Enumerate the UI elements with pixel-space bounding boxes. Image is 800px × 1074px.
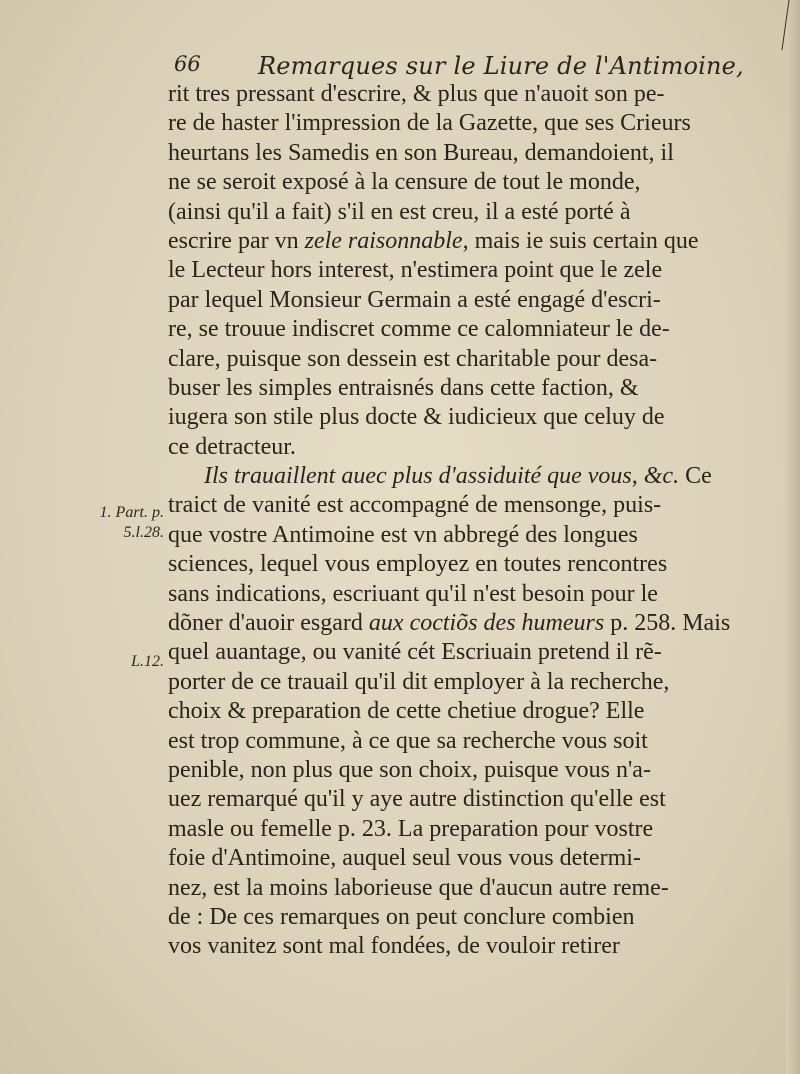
text-line	[168, 286, 768, 315]
text-run: uez remarqué qu'il y aye autre distinction qu'elle est	[168, 786, 666, 813]
text-run: clare, puisque son dessein est charitable pour desa-	[168, 345, 658, 372]
text-run: ne se seroit exposé à la censure de tout le monde,	[168, 169, 641, 196]
margin-note: 5.l.28.	[123, 524, 164, 541]
page-number: 66	[174, 52, 201, 76]
text-run: re de haster l'impression de la Gazette, que ses Crieurs	[168, 110, 691, 137]
text-run: ce detracteur.	[168, 433, 296, 460]
text-run: dõner d'auoir esgard	[168, 610, 369, 637]
text-line	[168, 580, 768, 609]
text-line	[168, 168, 768, 197]
text-line	[168, 785, 768, 814]
text-run: buser les simples entraisnés dans cette faction, &	[168, 374, 639, 401]
text-line	[168, 227, 768, 256]
italic-run: Ils trauaillent auec plus d'assiduité que vous, &c.	[204, 463, 680, 490]
text-run: , mais ie suis certain que	[462, 227, 699, 254]
text-run: porter de ce trauail qu'il dit employer à la recherche,	[168, 668, 670, 695]
text-run: choix & preparation de cette chetiue drogue? Elle	[168, 698, 645, 725]
text-line	[168, 727, 768, 756]
margin-note: L.12.	[131, 653, 164, 670]
text-line	[168, 697, 768, 726]
text-run: heurtans les Samedis en son Bureau, demandoient, il	[168, 139, 674, 166]
text-run: foie d'Antimoine, auquel seul vous vous determi-	[168, 845, 641, 872]
text-line	[168, 345, 768, 374]
text-run: quel auantage, ou vanité cét Escriuain pretend il rẽ-	[168, 639, 662, 666]
text-run: sciences, lequel vous employez en toutes rencontres	[168, 551, 668, 578]
text-line	[168, 374, 768, 403]
text-run: masle ou femelle p. 23. La preparation pour vostre	[168, 815, 654, 842]
text-run: de : De ces remarques on peut conclure combien	[168, 903, 635, 930]
text-run: (ainsi qu'il a fait) s'il en est creu, il a esté porté à	[168, 198, 631, 225]
text-line	[168, 403, 768, 432]
text-line	[168, 844, 768, 873]
text-line	[168, 315, 768, 344]
text-line	[168, 638, 768, 667]
text-line	[168, 462, 768, 491]
text-run: traict de vanité est accompagné de mensonge, puis-	[168, 492, 662, 519]
text-line	[168, 491, 768, 520]
running-head-title: Remarques sur le Liure de l'Antimoine,	[258, 52, 744, 80]
text-run: vos vanitez sont mal fondées, de vouloir retirer	[168, 933, 620, 960]
text-run: Ce	[679, 463, 712, 490]
text-run: que vostre Antimoine est vn abbregé des longues	[168, 521, 638, 548]
text-run: par lequel Monsieur Germain a esté engagé d'escri-	[168, 286, 661, 313]
text-line	[168, 668, 768, 697]
text-line	[168, 109, 768, 138]
running-head	[170, 48, 744, 82]
text-line	[168, 756, 768, 785]
text-run: rit tres pressant d'escrire, & plus que n'auoit son pe-	[168, 81, 665, 107]
text-run: p. 258. Mais	[604, 610, 731, 637]
text-run: le Lecteur hors interest, n'estimera point que le zele	[168, 257, 663, 284]
text-run: penible, non plus que son choix, puisque vous n'a-	[168, 756, 651, 783]
italic-run: aux coctiõs des humeurs	[368, 610, 605, 637]
text-line	[168, 198, 768, 227]
text-run: sans indications, escriuant qu'il n'est besoin pour le	[168, 580, 658, 607]
text-run: iugera son stile plus docte & iudicieux que celuy de	[168, 404, 665, 431]
text-line	[168, 815, 768, 844]
text-line	[168, 80, 768, 109]
text-line	[168, 903, 768, 932]
text-line	[168, 256, 768, 285]
text-run: nez, est la moins laborieuse que d'aucun autre reme-	[168, 874, 669, 901]
text-line	[168, 550, 768, 579]
text-run: est trop commune, à ce que sa recherche vous soit	[168, 727, 648, 754]
text-line	[168, 874, 768, 903]
text-line	[168, 139, 768, 168]
body-text	[168, 80, 768, 962]
italic-run: zele raisonnable	[304, 227, 463, 254]
text-line	[168, 521, 768, 550]
text-run: escrire par vn	[168, 227, 305, 254]
margin-note: 1. Part. p.	[99, 504, 164, 521]
page-edge	[786, 0, 800, 1074]
text-run: re, se trouue indiscret comme ce calomniateur le de-	[168, 316, 670, 343]
text-line	[168, 932, 768, 961]
text-line	[168, 433, 768, 462]
text-line	[168, 609, 768, 638]
